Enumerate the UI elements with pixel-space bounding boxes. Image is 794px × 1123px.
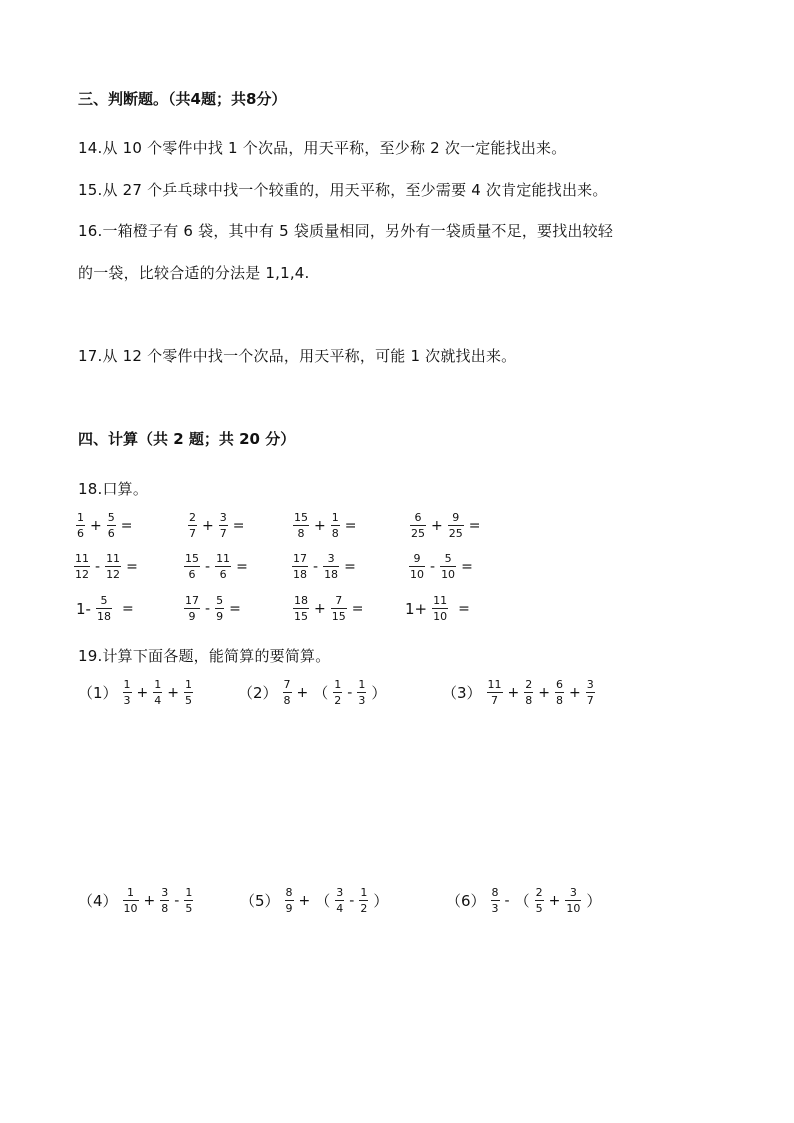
calc-problem-1: （1） 1 3 + 1 4 + 1 5 <box>78 678 193 707</box>
question-15: 15.从 27 个乒乓球中找一个较重的，用天平称，至少需要 4 次肯定能找出来。 <box>78 181 608 199</box>
question-19: 19.计算下面各题，能简算的要简算。 <box>78 647 331 665</box>
question-16-line-1: 16.一箱橙子有 6 袋，其中有 5 袋质量相同，另外有一袋质量不足，要找出较轻 <box>78 222 614 240</box>
fraction: 11 7 <box>487 678 502 707</box>
fraction: 9 25 <box>448 511 463 540</box>
fraction: 1 5 <box>185 886 193 915</box>
fraction: 2 8 <box>525 678 533 707</box>
section-4-title: 四、计算（共 2 题；共 20 分） <box>78 430 296 448</box>
mental-calc-6: 15 6 - 11 6 = <box>185 552 248 581</box>
fraction: 5 18 <box>96 594 111 623</box>
fraction: 17 9 <box>185 594 199 623</box>
problem-label: （3） <box>442 684 482 702</box>
fraction: 3 7 <box>219 511 227 540</box>
fraction: 5 10 <box>441 552 456 581</box>
question-17: 17.从 12 个零件中找一个次品，用天平称，可能 1 次就找出来。 <box>78 347 517 365</box>
fraction: 3 8 <box>161 886 169 915</box>
fraction: 1 3 <box>123 678 131 707</box>
problem-label: （2） <box>238 684 278 702</box>
fraction: 7 15 <box>331 594 346 623</box>
fraction: 11 12 <box>75 552 89 581</box>
section-3-title: 三、判断题。（共4题；共8分） <box>78 90 287 108</box>
problem-label: （4） <box>78 892 118 910</box>
fraction: 5 9 <box>216 594 224 623</box>
question-16-line-2: 的一袋，比较合适的分法是 1,1,4. <box>78 264 310 282</box>
fraction: 6 8 <box>556 678 564 707</box>
fraction: 1 2 <box>334 678 342 707</box>
fraction: 1 5 <box>185 678 193 707</box>
mental-calc-4: 6 25 + 9 25 = <box>411 511 481 540</box>
fraction: 8 9 <box>285 886 293 915</box>
mental-calc-2: 2 7 + 3 7 = <box>189 511 245 540</box>
fraction: 3 10 <box>566 886 581 915</box>
fraction: 9 10 <box>410 552 424 581</box>
fraction: 1 6 <box>77 511 84 540</box>
fraction: 2 5 <box>535 886 543 915</box>
mental-calc-5: 11 12 - 11 12 = <box>75 552 138 581</box>
mental-calc-1: 1 6 + 5 6 = <box>77 511 133 540</box>
mental-calc-8: 9 10 - 5 10 = <box>410 552 473 581</box>
problem-label: （5） <box>240 892 280 910</box>
mental-calc-11: 18 15 + 7 15 = <box>294 594 364 623</box>
question-18: 18.口算。 <box>78 480 149 498</box>
fraction: 3 18 <box>324 552 339 581</box>
calc-problem-3: （3） 11 7 + 2 8 + 6 8 + 3 7 <box>442 678 594 707</box>
mental-calc-10: 17 9 - 5 9 = <box>185 594 241 623</box>
fraction: 1 4 <box>154 678 162 707</box>
fraction: 11 6 <box>216 552 231 581</box>
problem-label: （1） <box>78 684 118 702</box>
mental-calc-7: 17 18 - 3 18 = <box>293 552 356 581</box>
fraction: 15 6 <box>185 552 199 581</box>
fraction: 1 8 <box>331 511 339 540</box>
fraction: 17 18 <box>293 552 307 581</box>
fraction: 11 12 <box>106 552 121 581</box>
fraction: 1 10 <box>123 886 138 915</box>
fraction: 18 15 <box>294 594 308 623</box>
calc-problem-4: （4） 1 10 + 3 8 - 1 5 <box>78 886 193 915</box>
calc-problem-5: （5） 8 9 + （ 3 4 - 1 2 ） <box>240 886 389 915</box>
fraction: 7 8 <box>283 678 291 707</box>
calc-problem-2: （2） 7 8 + （ 1 2 - 1 3 ） <box>238 678 387 707</box>
fraction: 11 10 <box>433 594 448 623</box>
fraction: 1 2 <box>360 886 368 915</box>
fraction: 3 7 <box>586 678 594 707</box>
fraction: 1 3 <box>358 678 366 707</box>
calc-problem-6: （6） 8 3 - （ 2 5 + 3 10 ） <box>446 886 602 915</box>
fraction: 6 25 <box>411 511 425 540</box>
problem-label: （6） <box>446 892 486 910</box>
mental-calc-12: 1+ 11 10 = <box>405 594 470 623</box>
mental-calc-9: 1- 5 18 = <box>76 594 134 623</box>
question-14: 14.从 10 个零件中找 1 个次品，用天平称，至少称 2 次一定能找出来。 <box>78 139 567 157</box>
fraction: 5 6 <box>107 511 115 540</box>
fraction: 8 3 <box>491 886 499 915</box>
fraction: 15 8 <box>294 511 308 540</box>
mental-calc-3: 15 8 + 1 8 = <box>294 511 357 540</box>
fraction: 3 4 <box>336 886 344 915</box>
fraction: 2 7 <box>189 511 196 540</box>
